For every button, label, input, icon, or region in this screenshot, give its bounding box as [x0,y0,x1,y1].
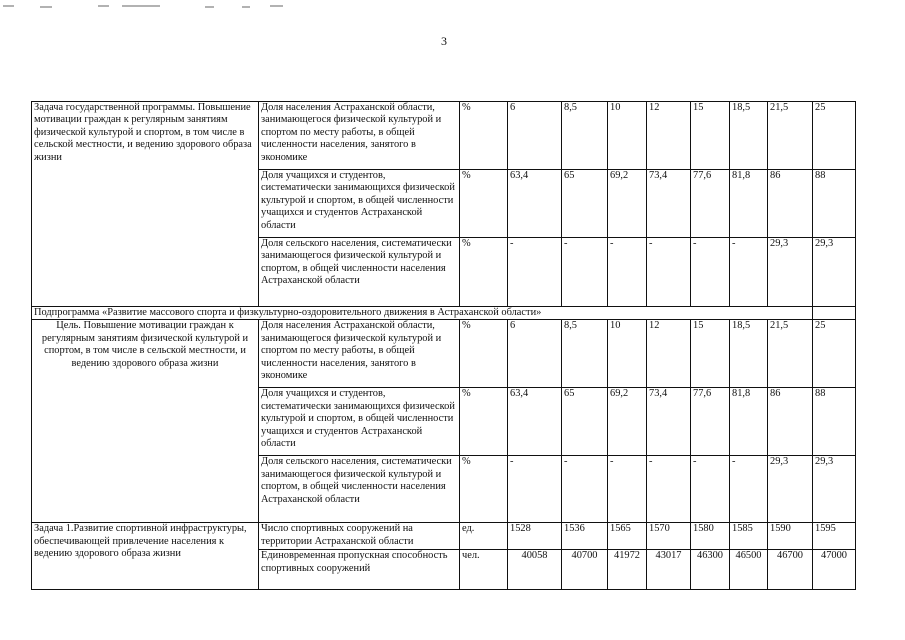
value-cell: 47000 [813,550,856,590]
value-cell: 63,4 [508,170,562,238]
value-cell: 1528 [508,523,562,550]
value-cell: - [562,238,608,307]
value-cell: 10 [608,102,647,170]
value-cell: 18,5 [730,320,768,388]
scan-edge-marks [0,0,905,14]
indicators-table [31,101,856,590]
value-cell: 15 [691,102,730,170]
table-row [32,102,856,170]
table-row [32,320,856,388]
value-cell: 43017 [647,550,691,590]
page-number: 3 [441,34,447,48]
indicator-cell: Доля сельского населения, систематически занимающегося физической культурой и спортом, в общей численности населения Астраханской области [259,456,460,523]
value-cell: 73,4 [647,388,691,456]
indicator-cell: Доля населения Астраханской области, занимающегося физической культурой и спортом по месту работы, в общей численности населения, занятого в экономике [259,320,460,388]
value-cell: 1585 [730,523,768,550]
value-cell: 1565 [608,523,647,550]
value-cell: 81,8 [730,170,768,238]
indicator-cell: Доля населения Астраханской области, занимающегося физической культурой и спортом по месту работы, в общей численности населения, занятого в экономике [259,102,460,170]
value-cell: 1536 [562,523,608,550]
value-cell: - [691,456,730,523]
value-cell: 86 [768,388,813,456]
value-cell: 69,2 [608,170,647,238]
value-cell: 46500 [730,550,768,590]
value-cell: 1580 [691,523,730,550]
value-cell: 46700 [768,550,813,590]
value-cell: - [508,456,562,523]
value-cell: 12 [647,320,691,388]
unit-cell: % [460,320,508,388]
unit-cell: % [460,238,508,307]
indicator-cell: Число спортивных сооружений на территории Астраханской области [259,523,460,550]
value-cell: - [647,456,691,523]
indicator-cell: Доля учащихся и студентов, систематически занимающихся физической культурой и спортом, в общей численности учащихся и студентов Астраханской области [259,388,460,456]
task-cell: Задача государственной программы. Повышение мотивации граждан к регулярным занятиям физической культурой и спортом, в том числе в сельской местности, и ведению здорового образа жизни [32,102,259,307]
value-cell: 18,5 [730,102,768,170]
value-cell: 10 [608,320,647,388]
value-cell: 8,5 [562,102,608,170]
value-cell: 29,3 [813,456,856,523]
value-cell: 65 [562,170,608,238]
unit-cell: % [460,170,508,238]
value-cell: 69,2 [608,388,647,456]
value-cell: 12 [647,102,691,170]
value-cell: 1590 [768,523,813,550]
value-cell: 77,6 [691,170,730,238]
goal-cell: Цель. Повышение мотивации граждан к регулярным занятиям физической культурой и спортом, в том числе в сельской местности, и ведению здорового образа жизни [32,320,259,523]
value-cell: 29,3 [813,238,856,307]
unit-cell: % [460,456,508,523]
unit-cell: % [460,388,508,456]
value-cell: - [608,238,647,307]
value-cell: - [730,238,768,307]
value-cell: 65 [562,388,608,456]
value-cell: 88 [813,388,856,456]
value-cell: 25 [813,102,856,170]
value-cell: 29,3 [768,238,813,307]
unit-cell: ед. [460,523,508,550]
indicator-cell: Доля учащихся и студентов, систематически занимающихся физической культурой и спортом, в общей численности учащихся и студентов Астраханской области [259,170,460,238]
value-cell: - [730,456,768,523]
value-cell: 40700 [562,550,608,590]
unit-cell: чел. [460,550,508,590]
value-cell: - [647,238,691,307]
indicator-cell: Доля сельского населения, систематически занимающегося физической культурой и спортом, в общей численности населения Астраханской области [259,238,460,307]
value-cell: 6 [508,102,562,170]
value-cell: 41972 [608,550,647,590]
value-cell: 88 [813,170,856,238]
value-cell: 77,6 [691,388,730,456]
value-cell: 1570 [647,523,691,550]
value-cell: 15 [691,320,730,388]
value-cell: 81,8 [730,388,768,456]
value-cell: 46300 [691,550,730,590]
value-cell: 29,3 [768,456,813,523]
value-cell: - [508,238,562,307]
value-cell: 40058 [508,550,562,590]
value-cell: 73,4 [647,170,691,238]
value-cell: 21,5 [768,102,813,170]
empty-cell [813,307,856,320]
value-cell: 21,5 [768,320,813,388]
table-row [32,523,856,550]
value-cell: 6 [508,320,562,388]
unit-cell: % [460,102,508,170]
value-cell: 63,4 [508,388,562,456]
value-cell: 1595 [813,523,856,550]
value-cell: 8,5 [562,320,608,388]
value-cell: - [562,456,608,523]
value-cell: 25 [813,320,856,388]
indicator-cell: Единовременная пропускная способность спортивных сооружений [259,550,460,590]
task-cell: Задача 1.Развитие спортивной инфраструктуры, обеспечивающей привлечение населения к ведению здорового образа жизни [32,523,259,590]
subprogram-row [32,307,856,320]
subprogram-title: Подпрограмма «Развитие массового спорта и физкультурно-оздоровительного движения в Астраханской области» [32,307,813,320]
value-cell: - [608,456,647,523]
value-cell: - [691,238,730,307]
value-cell: 86 [768,170,813,238]
